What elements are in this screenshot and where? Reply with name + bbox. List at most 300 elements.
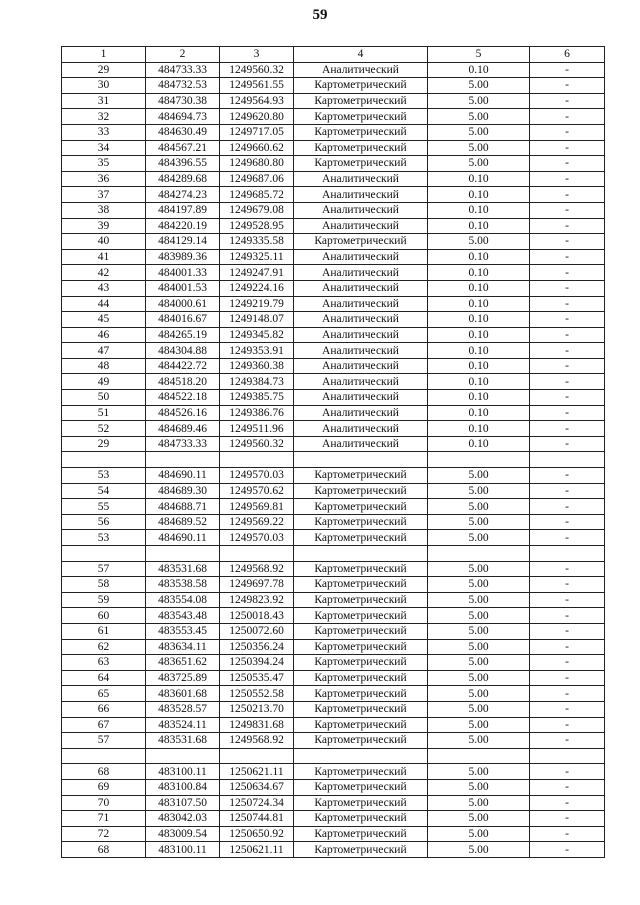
accuracy-cell: 5.00 <box>428 93 530 109</box>
note-cell: - <box>530 234 605 250</box>
note-cell: - <box>530 670 605 686</box>
method-cell: Картометрический <box>294 109 428 125</box>
table-row <box>62 748 605 764</box>
note-cell: - <box>530 343 605 359</box>
note-cell <box>530 452 605 468</box>
accuracy-cell: 0.10 <box>428 436 530 452</box>
note-cell: - <box>530 468 605 484</box>
note-cell: - <box>530 280 605 296</box>
method-cell: Картометрический <box>294 78 428 94</box>
method-cell: Аналитический <box>294 343 428 359</box>
y-coordinate-cell <box>220 748 294 764</box>
point-number-cell: 34 <box>62 140 146 156</box>
point-number-cell: 44 <box>62 296 146 312</box>
accuracy-cell: 5.00 <box>428 842 530 858</box>
y-coordinate-cell: 1249353.91 <box>220 343 294 359</box>
x-coordinate-cell: 483107.50 <box>146 795 220 811</box>
note-cell: - <box>530 779 605 795</box>
table-row <box>62 156 605 172</box>
y-coordinate-cell: 1249385.75 <box>220 390 294 406</box>
accuracy-cell: 0.10 <box>428 62 530 78</box>
x-coordinate-cell: 483538.58 <box>146 577 220 593</box>
note-cell: - <box>530 202 605 218</box>
method-cell <box>294 748 428 764</box>
x-coordinate-cell: 484694.73 <box>146 109 220 125</box>
note-cell: - <box>530 592 605 608</box>
point-number-cell: 62 <box>62 639 146 655</box>
table-row <box>62 436 605 452</box>
table-row <box>62 701 605 717</box>
method-cell: Картометрический <box>294 623 428 639</box>
point-number-cell: 68 <box>62 842 146 858</box>
method-cell: Аналитический <box>294 265 428 281</box>
y-coordinate-cell: 1249685.72 <box>220 187 294 203</box>
x-coordinate-cell: 483634.11 <box>146 639 220 655</box>
accuracy-cell: 5.00 <box>428 514 530 530</box>
y-coordinate-cell: 1249345.82 <box>220 327 294 343</box>
point-number-cell: 47 <box>62 343 146 359</box>
column-header: 5 <box>428 47 530 63</box>
y-coordinate-cell: 1249564.93 <box>220 93 294 109</box>
method-cell: Картометрический <box>294 655 428 671</box>
note-cell: - <box>530 405 605 421</box>
note-cell: - <box>530 655 605 671</box>
accuracy-cell: 5.00 <box>428 156 530 172</box>
x-coordinate-cell: 483989.36 <box>146 249 220 265</box>
point-number-cell: 67 <box>62 717 146 733</box>
table-row <box>62 639 605 655</box>
y-coordinate-cell: 1249335.58 <box>220 234 294 250</box>
x-coordinate-cell: 484016.67 <box>146 312 220 328</box>
x-coordinate-cell: 484732.53 <box>146 78 220 94</box>
method-cell: Картометрический <box>294 826 428 842</box>
y-coordinate-cell: 1250535.47 <box>220 670 294 686</box>
table-row <box>62 405 605 421</box>
table-row <box>62 717 605 733</box>
table-row <box>62 546 605 562</box>
note-cell: - <box>530 826 605 842</box>
x-coordinate-cell <box>146 452 220 468</box>
note-cell: - <box>530 842 605 858</box>
point-number-cell: 63 <box>62 655 146 671</box>
method-cell: Аналитический <box>294 171 428 187</box>
x-coordinate-cell: 484265.19 <box>146 327 220 343</box>
method-cell: Аналитический <box>294 62 428 78</box>
x-coordinate-cell: 484690.11 <box>146 468 220 484</box>
method-cell: Картометрический <box>294 670 428 686</box>
y-coordinate-cell: 1250394.24 <box>220 655 294 671</box>
method-cell <box>294 546 428 562</box>
table-row <box>62 733 605 749</box>
note-cell: - <box>530 733 605 749</box>
table-row <box>62 109 605 125</box>
method-cell: Картометрический <box>294 717 428 733</box>
page-number: 59 <box>312 7 328 23</box>
point-number-cell: 38 <box>62 202 146 218</box>
table-row <box>62 358 605 374</box>
accuracy-cell: 0.10 <box>428 312 530 328</box>
point-number-cell: 70 <box>62 795 146 811</box>
table-row <box>62 421 605 437</box>
accuracy-cell: 5.00 <box>428 234 530 250</box>
x-coordinate-cell: 483531.68 <box>146 561 220 577</box>
accuracy-cell: 0.10 <box>428 390 530 406</box>
y-coordinate-cell: 1249561.55 <box>220 78 294 94</box>
coordinates-table <box>61 46 605 858</box>
method-cell <box>294 452 428 468</box>
table-row <box>62 124 605 140</box>
y-coordinate-cell: 1249386.76 <box>220 405 294 421</box>
table-row <box>62 265 605 281</box>
accuracy-cell: 0.10 <box>428 249 530 265</box>
note-cell: - <box>530 811 605 827</box>
y-coordinate-cell: 1249568.92 <box>220 733 294 749</box>
x-coordinate-cell: 484422.72 <box>146 358 220 374</box>
y-coordinate-cell: 1250621.11 <box>220 842 294 858</box>
table-row <box>62 62 605 78</box>
note-cell: - <box>530 249 605 265</box>
accuracy-cell: 5.00 <box>428 78 530 94</box>
table-row <box>62 468 605 484</box>
point-number-cell: 51 <box>62 405 146 421</box>
method-cell: Аналитический <box>294 312 428 328</box>
note-cell: - <box>530 296 605 312</box>
point-number-cell <box>62 748 146 764</box>
y-coordinate-cell: 1250072.60 <box>220 623 294 639</box>
method-cell: Картометрический <box>294 234 428 250</box>
table-row <box>62 623 605 639</box>
accuracy-cell: 5.00 <box>428 592 530 608</box>
column-header: 4 <box>294 47 428 63</box>
accuracy-cell: 5.00 <box>428 140 530 156</box>
y-coordinate-cell: 1249560.32 <box>220 436 294 452</box>
note-cell: - <box>530 499 605 515</box>
x-coordinate-cell: 483554.08 <box>146 592 220 608</box>
y-coordinate-cell: 1249384.73 <box>220 374 294 390</box>
method-cell: Аналитический <box>294 390 428 406</box>
note-cell: - <box>530 374 605 390</box>
note-cell: - <box>530 701 605 717</box>
method-cell: Картометрический <box>294 686 428 702</box>
point-number-cell: 31 <box>62 93 146 109</box>
accuracy-cell: 5.00 <box>428 577 530 593</box>
y-coordinate-cell: 1250724.34 <box>220 795 294 811</box>
table-row <box>62 343 605 359</box>
table-row <box>62 452 605 468</box>
method-cell: Аналитический <box>294 249 428 265</box>
x-coordinate-cell: 484733.33 <box>146 62 220 78</box>
accuracy-cell: 5.00 <box>428 608 530 624</box>
accuracy-cell: 0.10 <box>428 358 530 374</box>
point-number-cell: 55 <box>62 499 146 515</box>
table-row <box>62 670 605 686</box>
point-number-cell: 30 <box>62 78 146 94</box>
y-coordinate-cell: 1249569.81 <box>220 499 294 515</box>
y-coordinate-cell: 1250213.70 <box>220 701 294 717</box>
y-coordinate-cell: 1250744.81 <box>220 811 294 827</box>
point-number-cell: 43 <box>62 280 146 296</box>
table-row <box>62 93 605 109</box>
table-row <box>62 655 605 671</box>
table-header-row <box>62 47 605 63</box>
method-cell: Картометрический <box>294 93 428 109</box>
point-number-cell: 72 <box>62 826 146 842</box>
point-number-cell <box>62 452 146 468</box>
y-coordinate-cell: 1250621.11 <box>220 764 294 780</box>
x-coordinate-cell: 483524.11 <box>146 717 220 733</box>
accuracy-cell: 5.00 <box>428 826 530 842</box>
column-header: 1 <box>62 47 146 63</box>
y-coordinate-cell: 1249247.91 <box>220 265 294 281</box>
accuracy-cell: 5.00 <box>428 764 530 780</box>
method-cell: Картометрический <box>294 468 428 484</box>
note-cell <box>530 546 605 562</box>
table-row <box>62 312 605 328</box>
table-row <box>62 202 605 218</box>
accuracy-cell <box>428 546 530 562</box>
note-cell: - <box>530 686 605 702</box>
note-cell: - <box>530 795 605 811</box>
table-row <box>62 234 605 250</box>
table-row <box>62 327 605 343</box>
method-cell: Картометрический <box>294 842 428 858</box>
accuracy-cell: 5.00 <box>428 499 530 515</box>
note-cell: - <box>530 764 605 780</box>
point-number-cell: 32 <box>62 109 146 125</box>
y-coordinate-cell: 1249823.92 <box>220 592 294 608</box>
method-cell: Картометрический <box>294 483 428 499</box>
y-coordinate-cell: 1249219.79 <box>220 296 294 312</box>
table-row <box>62 171 605 187</box>
note-cell: - <box>530 218 605 234</box>
x-coordinate-cell: 484000.61 <box>146 296 220 312</box>
y-coordinate-cell: 1249687.06 <box>220 171 294 187</box>
x-coordinate-cell: 484518.20 <box>146 374 220 390</box>
table-row <box>62 811 605 827</box>
x-coordinate-cell: 484689.52 <box>146 514 220 530</box>
y-coordinate-cell: 1250650.92 <box>220 826 294 842</box>
accuracy-cell: 5.00 <box>428 623 530 639</box>
note-cell: - <box>530 124 605 140</box>
accuracy-cell: 0.10 <box>428 343 530 359</box>
table-row <box>62 374 605 390</box>
x-coordinate-cell <box>146 748 220 764</box>
note-cell: - <box>530 608 605 624</box>
point-number-cell: 69 <box>62 779 146 795</box>
note-cell: - <box>530 639 605 655</box>
y-coordinate-cell: 1249831.68 <box>220 717 294 733</box>
method-cell: Картометрический <box>294 811 428 827</box>
accuracy-cell: 5.00 <box>428 561 530 577</box>
point-number-cell: 40 <box>62 234 146 250</box>
point-number-cell: 52 <box>62 421 146 437</box>
x-coordinate-cell: 484220.19 <box>146 218 220 234</box>
point-number-cell: 49 <box>62 374 146 390</box>
y-coordinate-cell: 1249660.62 <box>220 140 294 156</box>
point-number-cell: 48 <box>62 358 146 374</box>
note-cell: - <box>530 62 605 78</box>
point-number-cell: 41 <box>62 249 146 265</box>
table-row <box>62 218 605 234</box>
table-row <box>62 187 605 203</box>
point-number-cell: 36 <box>62 171 146 187</box>
point-number-cell: 45 <box>62 312 146 328</box>
accuracy-cell: 5.00 <box>428 468 530 484</box>
accuracy-cell: 0.10 <box>428 202 530 218</box>
point-number-cell: 64 <box>62 670 146 686</box>
x-coordinate-cell: 484689.46 <box>146 421 220 437</box>
accuracy-cell: 5.00 <box>428 686 530 702</box>
table-row <box>62 592 605 608</box>
column-header: 6 <box>530 47 605 63</box>
method-cell: Картометрический <box>294 733 428 749</box>
point-number-cell: 61 <box>62 623 146 639</box>
method-cell: Картометрический <box>294 701 428 717</box>
y-coordinate-cell: 1249568.92 <box>220 561 294 577</box>
table-row <box>62 779 605 795</box>
note-cell: - <box>530 140 605 156</box>
note-cell: - <box>530 623 605 639</box>
x-coordinate-cell: 483725.89 <box>146 670 220 686</box>
x-coordinate-cell: 483543.48 <box>146 608 220 624</box>
note-cell: - <box>530 78 605 94</box>
point-number-cell: 46 <box>62 327 146 343</box>
accuracy-cell: 0.10 <box>428 374 530 390</box>
x-coordinate-cell: 484690.11 <box>146 530 220 546</box>
x-coordinate-cell: 483651.62 <box>146 655 220 671</box>
table-row <box>62 296 605 312</box>
note-cell: - <box>530 109 605 125</box>
note-cell: - <box>530 530 605 546</box>
accuracy-cell: 5.00 <box>428 717 530 733</box>
table-row <box>62 140 605 156</box>
table-row <box>62 499 605 515</box>
y-coordinate-cell: 1249325.11 <box>220 249 294 265</box>
point-number-cell: 60 <box>62 608 146 624</box>
note-cell: - <box>530 421 605 437</box>
table-row <box>62 249 605 265</box>
y-coordinate-cell: 1249511.96 <box>220 421 294 437</box>
note-cell: - <box>530 358 605 374</box>
accuracy-cell: 5.00 <box>428 670 530 686</box>
point-number-cell: 58 <box>62 577 146 593</box>
note-cell: - <box>530 483 605 499</box>
accuracy-cell <box>428 748 530 764</box>
method-cell: Картометрический <box>294 514 428 530</box>
table-row <box>62 795 605 811</box>
point-number-cell: 53 <box>62 530 146 546</box>
accuracy-cell: 5.00 <box>428 811 530 827</box>
x-coordinate-cell: 484733.33 <box>146 436 220 452</box>
point-number-cell: 56 <box>62 514 146 530</box>
accuracy-cell: 0.10 <box>428 171 530 187</box>
accuracy-cell: 0.10 <box>428 265 530 281</box>
method-cell: Аналитический <box>294 436 428 452</box>
method-cell: Картометрический <box>294 156 428 172</box>
accuracy-cell: 0.10 <box>428 405 530 421</box>
y-coordinate-cell: 1249560.32 <box>220 62 294 78</box>
y-coordinate-cell: 1249620.80 <box>220 109 294 125</box>
method-cell: Аналитический <box>294 374 428 390</box>
method-cell: Картометрический <box>294 577 428 593</box>
note-cell: - <box>530 93 605 109</box>
point-number-cell: 65 <box>62 686 146 702</box>
note-cell: - <box>530 577 605 593</box>
table-row <box>62 561 605 577</box>
point-number-cell: 71 <box>62 811 146 827</box>
note-cell <box>530 748 605 764</box>
note-cell: - <box>530 171 605 187</box>
x-coordinate-cell: 484001.33 <box>146 265 220 281</box>
method-cell: Картометрический <box>294 764 428 780</box>
x-coordinate-cell: 483009.54 <box>146 826 220 842</box>
table-row <box>62 514 605 530</box>
y-coordinate-cell: 1249570.03 <box>220 530 294 546</box>
method-cell: Аналитический <box>294 280 428 296</box>
note-cell: - <box>530 156 605 172</box>
accuracy-cell: 5.00 <box>428 109 530 125</box>
y-coordinate-cell: 1249679.08 <box>220 202 294 218</box>
x-coordinate-cell: 484129.14 <box>146 234 220 250</box>
y-coordinate-cell: 1249570.03 <box>220 468 294 484</box>
point-number-cell: 29 <box>62 436 146 452</box>
method-cell: Картометрический <box>294 124 428 140</box>
x-coordinate-cell: 484289.68 <box>146 171 220 187</box>
point-number-cell: 39 <box>62 218 146 234</box>
accuracy-cell: 0.10 <box>428 280 530 296</box>
method-cell: Картометрический <box>294 608 428 624</box>
x-coordinate-cell: 484274.23 <box>146 187 220 203</box>
note-cell: - <box>530 265 605 281</box>
note-cell: - <box>530 717 605 733</box>
method-cell: Картометрический <box>294 639 428 655</box>
method-cell: Картометрический <box>294 592 428 608</box>
accuracy-cell: 5.00 <box>428 733 530 749</box>
y-coordinate-cell <box>220 546 294 562</box>
x-coordinate-cell: 484730.38 <box>146 93 220 109</box>
x-coordinate-cell: 483601.68 <box>146 686 220 702</box>
note-cell: - <box>530 327 605 343</box>
table-row <box>62 78 605 94</box>
point-number-cell: 37 <box>62 187 146 203</box>
point-number-cell: 54 <box>62 483 146 499</box>
method-cell: Аналитический <box>294 187 428 203</box>
accuracy-cell <box>428 452 530 468</box>
table-row <box>62 577 605 593</box>
point-number-cell: 53 <box>62 468 146 484</box>
method-cell: Аналитический <box>294 358 428 374</box>
accuracy-cell: 5.00 <box>428 795 530 811</box>
x-coordinate-cell: 483100.84 <box>146 779 220 795</box>
method-cell: Картометрический <box>294 795 428 811</box>
x-coordinate-cell: 484396.55 <box>146 156 220 172</box>
y-coordinate-cell: 1249148.07 <box>220 312 294 328</box>
point-number-cell: 59 <box>62 592 146 608</box>
x-coordinate-cell <box>146 546 220 562</box>
accuracy-cell: 0.10 <box>428 421 530 437</box>
accuracy-cell: 5.00 <box>428 483 530 499</box>
x-coordinate-cell: 484688.71 <box>146 499 220 515</box>
method-cell: Аналитический <box>294 327 428 343</box>
x-coordinate-cell: 484689.30 <box>146 483 220 499</box>
column-header: 3 <box>220 47 294 63</box>
accuracy-cell: 5.00 <box>428 530 530 546</box>
x-coordinate-cell: 483100.11 <box>146 764 220 780</box>
accuracy-cell: 5.00 <box>428 701 530 717</box>
x-coordinate-cell: 483042.03 <box>146 811 220 827</box>
x-coordinate-cell: 484567.21 <box>146 140 220 156</box>
table-row <box>62 764 605 780</box>
